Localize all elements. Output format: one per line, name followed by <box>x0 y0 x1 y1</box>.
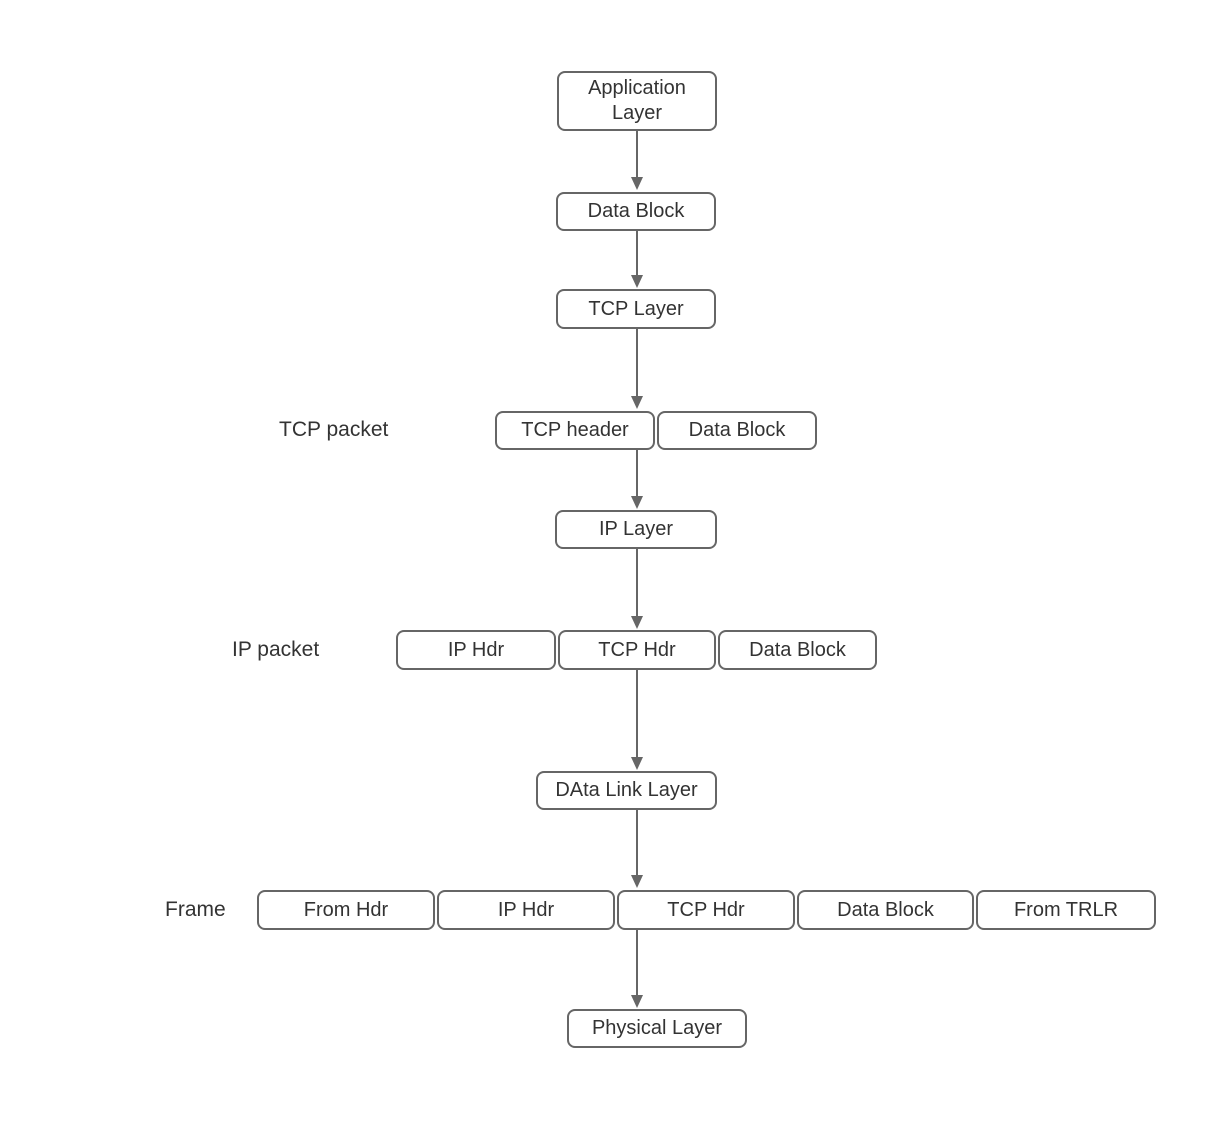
row-label-frame: Frame <box>165 898 226 921</box>
node-label: TCP Hdr <box>598 638 676 661</box>
node-label: Data Block <box>587 200 685 222</box>
arrow-line <box>636 549 638 616</box>
node-data-block <box>556 192 716 231</box>
cell-tcp-header <box>495 411 655 450</box>
arrow-down-icon <box>631 275 643 288</box>
node-tcp-layer <box>556 289 716 329</box>
node-label: TCP Hdr <box>667 898 745 921</box>
cell-tcp-hdr <box>558 630 716 670</box>
arrow-line <box>636 930 638 995</box>
arrow-down-icon <box>631 757 643 770</box>
arrow-down-icon <box>631 616 643 629</box>
arrow-line <box>636 450 638 496</box>
node-data-link-layer <box>536 771 717 810</box>
cell-from-trlr <box>976 890 1156 930</box>
cell-data-block <box>657 411 817 450</box>
node-label: Data Block <box>688 419 786 441</box>
cell-data-block <box>797 890 974 930</box>
arrow-down-icon <box>631 875 643 888</box>
node-label: Application Layer <box>588 77 686 124</box>
node-label: From Hdr <box>303 898 389 921</box>
node-label: TCP header <box>521 419 629 441</box>
arrow-line <box>636 810 638 875</box>
cell-ip-hdr <box>437 890 615 930</box>
cell-ip-hdr <box>396 630 556 670</box>
node-label: From TRLR <box>1013 898 1119 921</box>
node-label: IP Layer <box>598 518 674 540</box>
node-application-layer <box>557 71 717 131</box>
arrow-line <box>636 231 638 275</box>
node-ip-layer <box>555 510 717 549</box>
node-label: TCP Layer <box>588 297 684 320</box>
arrow-down-icon <box>631 177 643 190</box>
node-label: Data Block <box>749 638 846 661</box>
arrow-line <box>636 670 638 757</box>
node-label: Data Block <box>837 898 934 921</box>
node-label: IP Hdr <box>497 898 555 921</box>
row-label-ip-packet: IP packet <box>232 638 320 661</box>
arrow-down-icon <box>631 995 643 1008</box>
arrow-down-icon <box>631 496 643 509</box>
cell-data-block <box>718 630 877 670</box>
cell-tcp-hdr <box>617 890 795 930</box>
arrow-line <box>636 131 638 177</box>
arrow-line <box>636 329 638 396</box>
row-label-tcp-packet: TCP packet <box>279 418 389 441</box>
node-physical-layer <box>567 1009 747 1048</box>
node-label: Physical Layer <box>591 1017 723 1039</box>
node-label: DAta Link Layer <box>555 779 698 801</box>
arrow-down-icon <box>631 396 643 409</box>
cell-from-hdr <box>257 890 435 930</box>
node-label: IP Hdr <box>447 638 505 661</box>
